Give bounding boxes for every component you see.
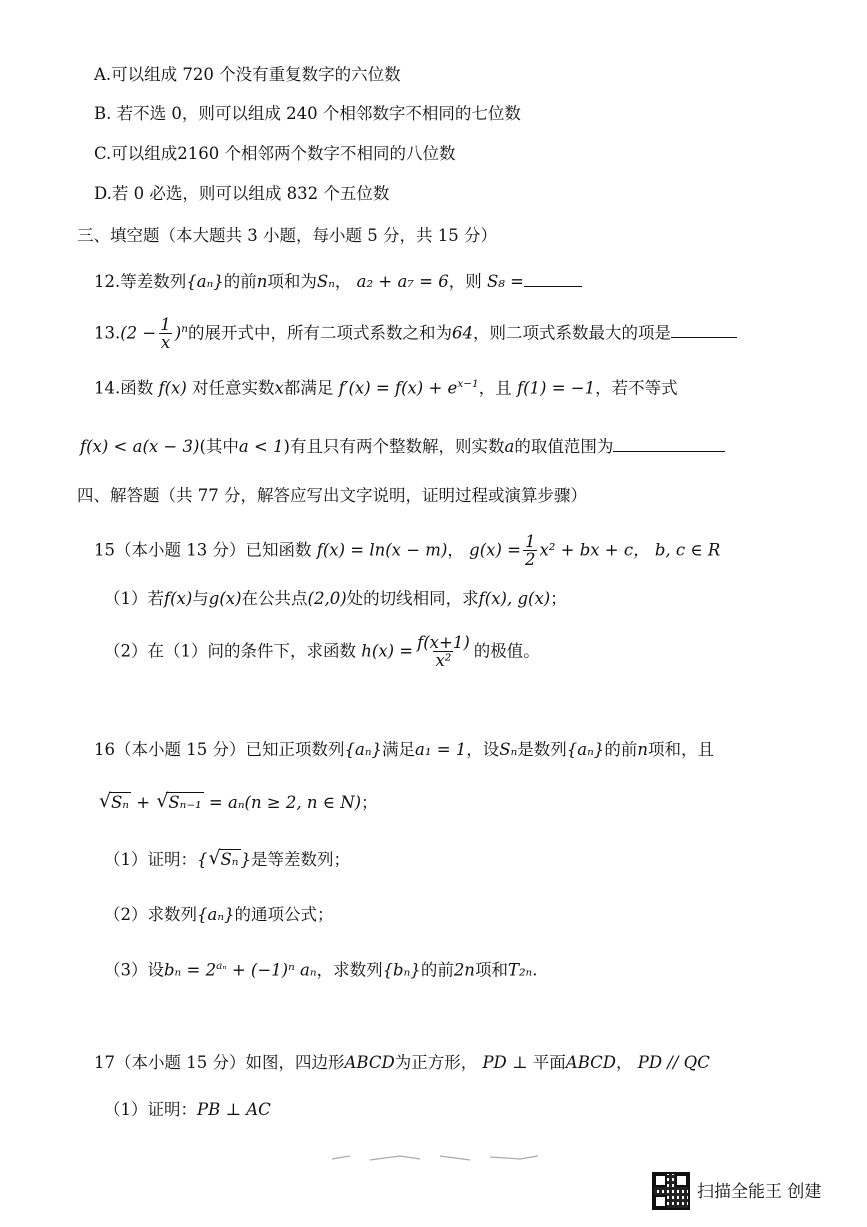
q14-exponent: x−1 [457, 378, 479, 390]
q15-p2-fraction [415, 634, 472, 670]
q16-sqrt-sn [100, 793, 131, 813]
q16-p3-bn: bₙ = 2 [164, 960, 217, 980]
question-14-line-2 [80, 437, 725, 457]
page-footer-scribble [330, 1153, 542, 1163]
q13-expr: (2 − [120, 323, 157, 343]
page-footer-marker [330, 1148, 542, 1158]
q16-text: 项和，且 [647, 740, 714, 759]
question-13 [94, 316, 737, 352]
q15-p1-text: 处的切线相同，求 [346, 589, 479, 608]
q14-text: ，若不等式 [595, 378, 678, 398]
q15-p2-text: （2）在（1）问的条件下，求函数 [104, 641, 356, 661]
q16-text: 满足 [382, 740, 416, 759]
q13-text: ，则二项式系数最大的项是 [472, 323, 671, 343]
question-16-part-1 [104, 850, 350, 870]
question-16-part-3 [104, 960, 538, 980]
q15-g-left: g(x) = [469, 540, 521, 560]
section-3-heading: 三、填空题（本大题共 3 小题，每小题 5 分，共 15 分） [77, 226, 497, 245]
q16-sqrt-sn1 [157, 793, 203, 813]
q17-text: 为正方形， [394, 1053, 478, 1072]
q16-p3-text: . [532, 960, 538, 980]
q16-an: {aₙ} [566, 740, 605, 759]
q15-comma: ， [447, 540, 464, 560]
q15-g-right: x² + bx + c [539, 540, 634, 560]
option-c: C.可以组成2160 个相邻两个数字不相同的八位数 [94, 144, 456, 163]
q15-p1-functions: f(x), g(x) [478, 589, 551, 608]
option-b: B. 若不选 0，则可以组成 240 个相邻数字不相同的七位数 [94, 104, 521, 123]
q16-condition-rest: = aₙ(n ≥ 2, n ∈ N) [208, 793, 362, 812]
q14-inequality: f(x) < a(x − 3) [80, 437, 200, 456]
question-16-condition [98, 793, 378, 813]
q16-p3-text: 项和 [474, 960, 508, 980]
q15-p1-text: （1）若 [104, 589, 164, 608]
qr-code-icon [652, 1172, 690, 1210]
q16-sqrt-inner: Sₙ [111, 793, 129, 812]
q15-p2-num: f(x+1) [417, 633, 470, 652]
q16-p1-sqrt [210, 850, 241, 870]
q15-p1-point: (2,0) [307, 589, 347, 608]
q13-power: n [181, 322, 188, 335]
q16-p2-text: 的通项公式； [234, 905, 334, 924]
q15-frac-den: 2 [524, 550, 536, 570]
option-d: D.若 0 必选，则可以组成 832 个五位数 [94, 184, 390, 203]
q14-text: 都满足 [283, 378, 334, 398]
q16-p3-set: {bₙ} [382, 960, 421, 980]
q16-p3-2n: 2n [453, 960, 475, 980]
q12-n: n [256, 272, 268, 291]
q15-p2-h: h(x) = [361, 641, 414, 661]
scanner-watermark: 扫描全能王 创建 [697, 1182, 822, 1202]
q16-sqrt-inner: Sₙ₋₁ [168, 793, 202, 812]
q15-p1-gx: g(x) [208, 589, 242, 608]
q17-head: 17（本小题 15 分）如图，四边形 [94, 1053, 345, 1072]
q16-p2-set: {aₙ} [197, 905, 235, 924]
q14-a: a [504, 437, 515, 456]
q17-p1-statement: PB ⊥ AC [197, 1100, 271, 1119]
q16-head: 16（本小题 15 分）已知正项数列 [94, 740, 345, 759]
q16-p1-brace: } [240, 850, 251, 869]
q13-answer-blank[interactable] [671, 323, 737, 338]
q16-sn: Sₙ [499, 740, 518, 759]
q14-fx: f(x) [158, 378, 187, 398]
q16-an: {aₙ} [344, 740, 383, 759]
option-a: A.可以组成 720 个没有重复数字的六位数 [94, 65, 401, 84]
q12-prefix: 12.等差数列 [94, 272, 187, 291]
q16-text: 是数列 [517, 740, 567, 759]
q15-domain: ， b, c ∈ R [633, 540, 721, 560]
q14-text: 的取值范围为 [514, 437, 614, 456]
q17-pd: PD ⊥ [482, 1053, 528, 1072]
q12-set: {aₙ} [186, 272, 224, 291]
q14-x: x [274, 378, 284, 398]
q14-answer-blank[interactable] [613, 437, 725, 452]
q17-parallel: PD // QC [637, 1053, 710, 1072]
q13-frac-den: x [160, 333, 171, 353]
q14-text: ，且 [478, 378, 512, 398]
q16-sqrt-inner: Sₙ [220, 850, 239, 869]
q16-text: ； [361, 793, 378, 812]
q13-prefix: 13. [94, 323, 121, 343]
q16-p2-text: （2）求数列 [104, 905, 197, 924]
q12-text: ，则 [448, 272, 482, 291]
q15-f: f(x) = ln(x − m) [316, 540, 448, 560]
question-14-line-1 [94, 378, 678, 398]
q14-text: 对任意实数 [192, 378, 275, 398]
q15-p1-text: 在公共点 [241, 589, 308, 608]
q16-p3-rest: + (−1)ⁿ aₙ [231, 960, 317, 980]
q15-frac-num: 1 [524, 532, 536, 551]
q13-text: 的展开式中，所有二项式系数之和为 [187, 323, 452, 343]
q15-p2-text: 的极值。 [473, 641, 540, 661]
question-16-head [94, 740, 714, 760]
q16-p3-text: ，求数列 [316, 960, 383, 980]
q16-p3-exponent: aₙ [216, 960, 227, 972]
q12-condition: a₂ + a₇ = 6 [356, 272, 449, 291]
q17-text: 平面 [532, 1053, 566, 1072]
q16-text: ，设 [466, 740, 500, 759]
q14-equation: f′(x) = f(x) + e [338, 378, 458, 398]
q14-f1: f(1) = −1 [516, 378, 596, 398]
q16-p3-text: 的前 [420, 960, 454, 980]
q14-text: )有且只有两个整数解，则实数 [283, 437, 505, 456]
q12-text: 项和为 [267, 272, 317, 291]
q16-a1: a₁ = 1 [415, 740, 467, 759]
question-17-part-1 [104, 1100, 271, 1120]
q15-p1-text: 与 [192, 589, 209, 608]
q16-text: 的前 [604, 740, 638, 759]
question-16-part-2 [104, 905, 334, 925]
q13-expr: ) [174, 323, 182, 343]
q16-p3-t2n: T₂ₙ [507, 960, 533, 980]
q15-g-fraction [523, 533, 538, 569]
q16-plus: + [136, 793, 151, 812]
q16-p1-brace: { [197, 850, 208, 869]
q17-abcd: ABCD [344, 1053, 395, 1072]
q15-head: 15（本小题 13 分）已知函数 [94, 540, 312, 560]
q12-answer-blank[interactable] [524, 272, 582, 287]
question-15-head [94, 533, 720, 569]
q12-sn: Sₙ [316, 272, 335, 291]
q16-p3-text: （3）设 [104, 960, 164, 980]
q17-text: ， [615, 1053, 633, 1072]
question-15-part-2 [104, 634, 540, 670]
q15-p2-den: x² [435, 651, 452, 671]
q13-frac-num: 1 [160, 315, 171, 334]
q13-value: 64 [451, 323, 473, 343]
question-12: 12.等差数列{aₙ}的前n项和为Sₙ， a₂ + a₇ = 6，则 S₈ = [94, 272, 582, 292]
q16-p1-text: （1）证明： [104, 850, 197, 869]
q16-p1-text: 是等差数列； [251, 850, 350, 869]
section-4-heading: 四、解答题（共 77 分，解答应写出文字说明，证明过程或演算步骤） [77, 486, 587, 505]
q17-abcd: ABCD [565, 1053, 616, 1072]
q14-text: (其中 [199, 437, 239, 456]
q15-p1-fx: f(x) [164, 589, 193, 608]
q12-s8: S₈ = [486, 272, 524, 291]
q14-condition: a < 1 [238, 437, 284, 456]
q12-text: 的前 [223, 272, 257, 291]
q15-p1-text: ； [550, 589, 567, 608]
q14-prefix: 14.函数 [94, 378, 154, 398]
q16-n: n [637, 740, 648, 759]
question-15-part-1 [104, 589, 567, 609]
question-17-head [94, 1053, 710, 1073]
q17-p1-text: （1）证明： [104, 1100, 197, 1119]
q13-fraction [158, 316, 173, 352]
